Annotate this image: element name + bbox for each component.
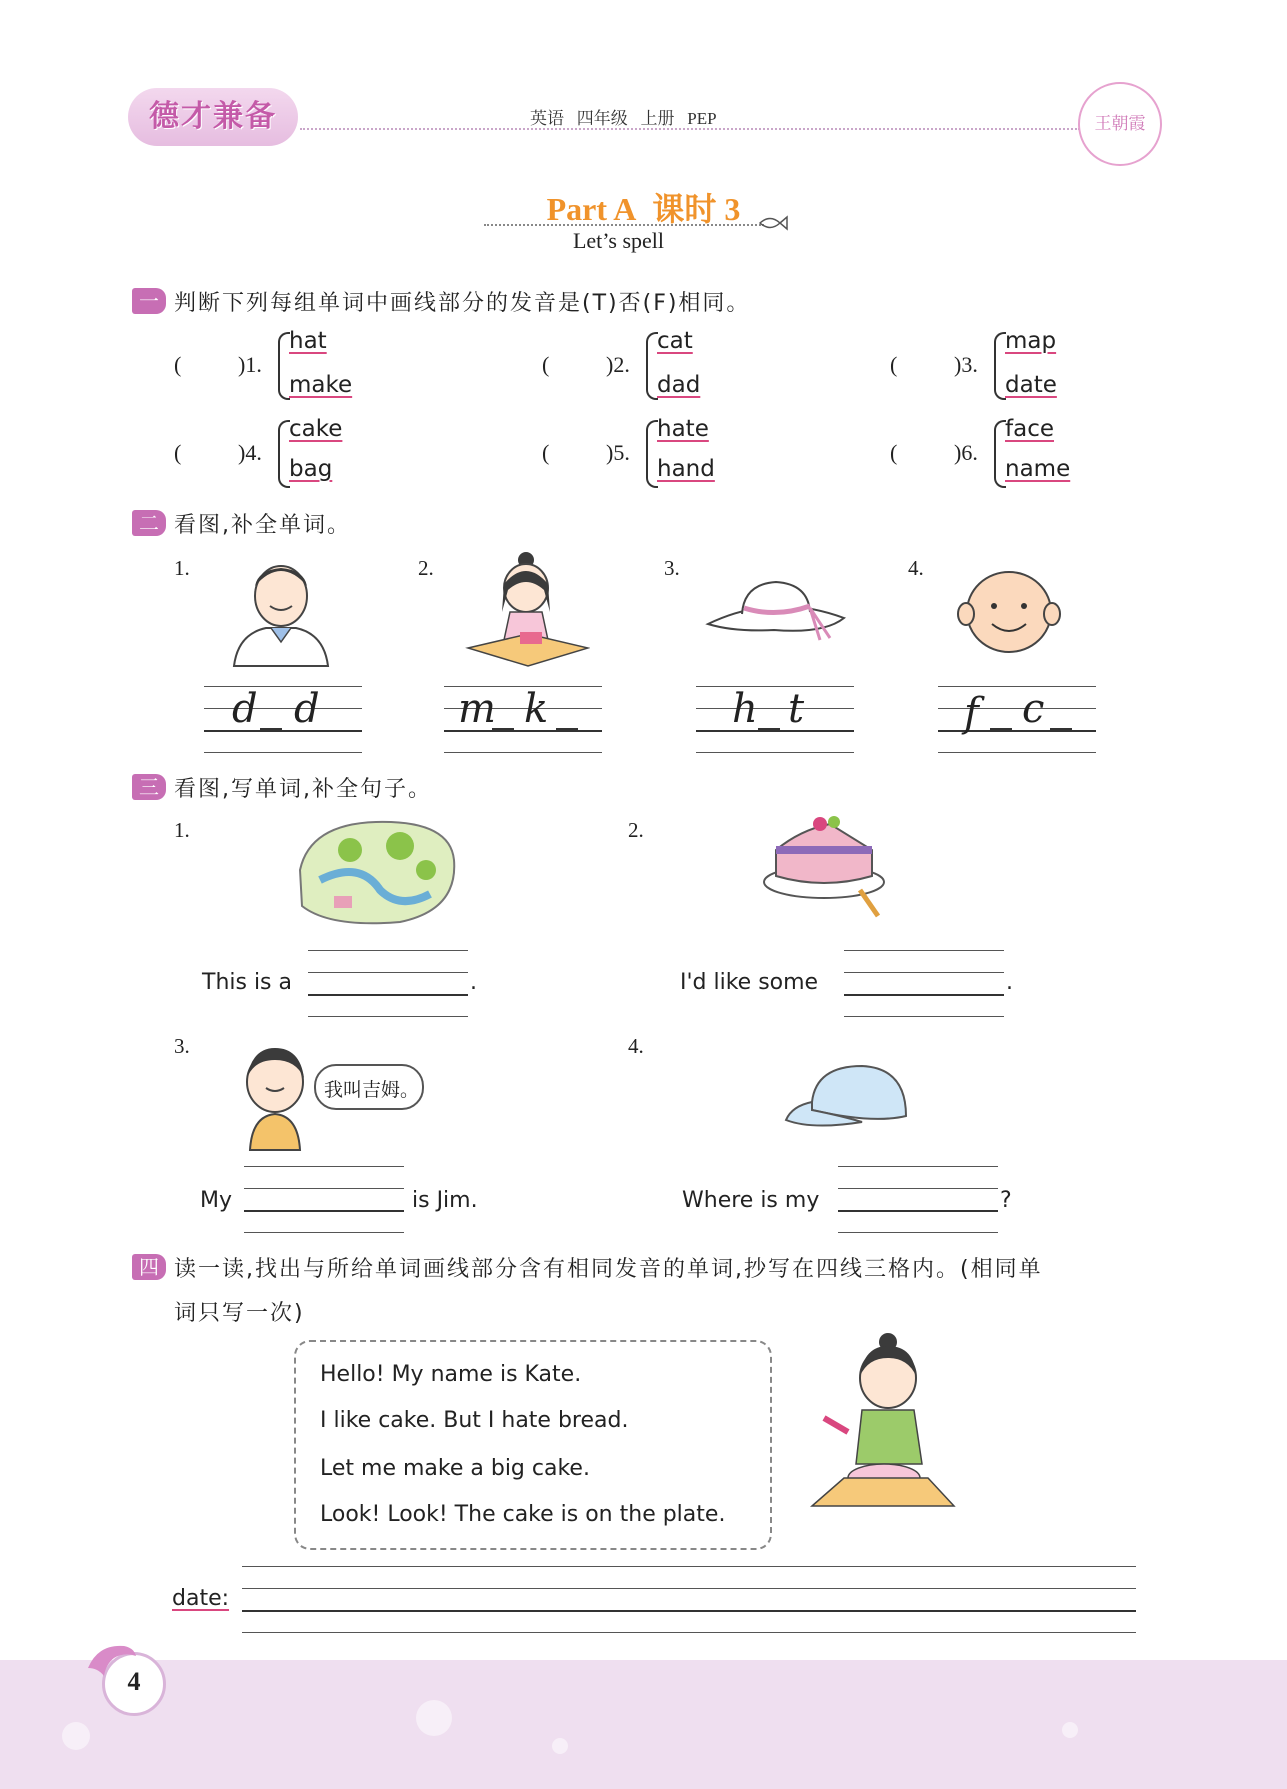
word bbox=[657, 456, 715, 482]
sentence-text: This is a bbox=[202, 970, 292, 995]
four-line-grid[interactable] bbox=[308, 950, 468, 1016]
answer-paren[interactable]: ( bbox=[174, 440, 182, 465]
part-label: Part A bbox=[546, 191, 637, 227]
speech-text: 我叫吉姆。 bbox=[324, 1079, 420, 1101]
word bbox=[289, 372, 352, 398]
story-box bbox=[294, 1340, 772, 1550]
word-bottom: make bbox=[289, 372, 353, 398]
answer-four-line-grid[interactable] bbox=[242, 1566, 1136, 1632]
word-bottom: date bbox=[1005, 372, 1057, 398]
word bbox=[289, 328, 327, 354]
item-number: )4. bbox=[238, 440, 262, 465]
word bbox=[1005, 328, 1056, 354]
man-icon bbox=[226, 556, 336, 668]
four-line-grid[interactable] bbox=[444, 686, 602, 752]
sentence-end: . bbox=[470, 970, 477, 995]
section3-badge: 三 bbox=[132, 774, 166, 800]
speech-bubble bbox=[314, 1064, 424, 1110]
given-letter: d bbox=[232, 686, 258, 732]
story-line: Hello! My name is Kate. bbox=[320, 1362, 582, 1387]
item-number: 1. bbox=[174, 556, 190, 580]
word-top: hat bbox=[289, 328, 327, 354]
title-divider bbox=[484, 224, 764, 226]
boy-jim-icon bbox=[238, 1042, 312, 1152]
answer-paren[interactable]: ( bbox=[890, 352, 898, 377]
brand-logo: 德才兼备 bbox=[128, 88, 298, 146]
item-number: )6. bbox=[954, 440, 978, 465]
blank[interactable] bbox=[492, 728, 514, 730]
word bbox=[289, 416, 342, 442]
section4-instruction-cont: 词只写一次) bbox=[174, 1301, 305, 1326]
page-subtitle: Let’s spell bbox=[572, 228, 665, 253]
blank[interactable] bbox=[556, 728, 578, 730]
bubble-decoration bbox=[0, 1660, 1287, 1789]
word bbox=[657, 328, 693, 354]
item-number: 2. bbox=[628, 818, 644, 842]
given-letter: m bbox=[458, 686, 496, 732]
page-number: 4 bbox=[127, 1667, 141, 1696]
answer-paren[interactable]: ( bbox=[542, 440, 550, 465]
girl-cooking-icon bbox=[464, 550, 590, 668]
four-line-grid[interactable] bbox=[204, 686, 362, 752]
given-letter: c bbox=[1022, 686, 1045, 732]
dolphin-icon bbox=[84, 1638, 138, 1678]
given-letter: k bbox=[524, 686, 549, 732]
word bbox=[1005, 372, 1057, 398]
sentence-end: is Jim. bbox=[412, 1188, 478, 1213]
blank[interactable] bbox=[260, 728, 282, 730]
sentence-text: Where is my bbox=[682, 1188, 820, 1213]
blank[interactable] bbox=[1050, 728, 1072, 730]
word bbox=[1005, 456, 1070, 482]
given-letter: h bbox=[732, 686, 758, 732]
four-line-grid[interactable] bbox=[938, 686, 1096, 752]
word-bottom: hand bbox=[657, 456, 715, 482]
given-letter: d bbox=[294, 686, 320, 732]
section2-instruction: 看图,补全单词。 bbox=[174, 513, 351, 538]
item-number: )3. bbox=[954, 352, 978, 377]
section4-instruction: 读一读,找出与所给单词画线部分含有相同发音的单词,抄写在四线三格内。(相同单 bbox=[174, 1257, 1043, 1282]
header-info bbox=[530, 104, 717, 129]
word bbox=[289, 456, 332, 482]
word-top: map bbox=[1005, 328, 1057, 354]
given-letter: t bbox=[788, 686, 805, 732]
face-icon bbox=[954, 566, 1064, 656]
subject: 英语 bbox=[530, 109, 564, 128]
item-number: )5. bbox=[606, 440, 630, 465]
edition: PEP bbox=[687, 109, 717, 128]
word-bottom: dad bbox=[657, 372, 701, 398]
four-line-grid[interactable] bbox=[838, 1166, 998, 1232]
word bbox=[657, 416, 709, 442]
story-line: I like cake. But I hate bread. bbox=[320, 1408, 629, 1433]
sentence-text: My bbox=[200, 1188, 233, 1213]
item-number: )2. bbox=[606, 352, 630, 377]
cake-icon bbox=[760, 810, 896, 920]
word bbox=[1005, 416, 1054, 442]
volume: 上册 bbox=[640, 109, 675, 128]
hat-icon bbox=[704, 574, 848, 644]
story-line: Look! Look! The cake is on the plate. bbox=[320, 1502, 726, 1527]
section1-badge: 一 bbox=[132, 288, 166, 314]
grade: 四年级 bbox=[576, 109, 628, 128]
seal-logo: 王朝霞 bbox=[1078, 82, 1162, 166]
sentence-end: . bbox=[1006, 970, 1013, 995]
word-bottom: name bbox=[1005, 456, 1071, 482]
lesson-label: 课时 3 bbox=[652, 191, 741, 227]
item-number: 4. bbox=[908, 556, 924, 580]
answer-paren[interactable]: ( bbox=[174, 352, 182, 377]
word-bottom: bag bbox=[289, 456, 333, 482]
sentence-end: ? bbox=[1000, 1188, 1012, 1213]
four-line-grid[interactable] bbox=[696, 686, 854, 752]
sentence-text: I'd like some bbox=[680, 970, 819, 995]
item-number: 3. bbox=[174, 1034, 190, 1058]
item-number: 4. bbox=[628, 1034, 644, 1058]
section2-badge: 二 bbox=[132, 510, 166, 536]
blank[interactable] bbox=[758, 728, 780, 730]
girl-baking-icon bbox=[804, 1328, 960, 1522]
answer-paren[interactable]: ( bbox=[542, 352, 550, 377]
given-letter: f bbox=[964, 690, 979, 736]
word bbox=[657, 372, 700, 398]
item-number: )1. bbox=[238, 352, 262, 377]
word-top: cat bbox=[657, 328, 693, 354]
four-line-grid[interactable] bbox=[244, 1166, 404, 1232]
item-number: 1. bbox=[174, 818, 190, 842]
item-number: 2. bbox=[418, 556, 434, 580]
cap-icon bbox=[782, 1060, 912, 1140]
word-top: cake bbox=[289, 416, 343, 442]
answer-label: date: bbox=[172, 1586, 230, 1611]
section3-instruction: 看图,写单词,补全句子。 bbox=[174, 777, 432, 802]
answer-paren[interactable]: ( bbox=[890, 440, 898, 465]
word-top: hate bbox=[657, 416, 709, 442]
section1-instruction: 判断下列每组单词中画线部分的发音是(T)否(F)相同。 bbox=[174, 291, 751, 316]
item-number: 3. bbox=[664, 556, 680, 580]
four-line-grid[interactable] bbox=[844, 950, 1004, 1016]
section4-badge: 四 bbox=[132, 1254, 166, 1280]
word-top: face bbox=[1005, 416, 1054, 442]
story-line: Let me make a big cake. bbox=[320, 1456, 590, 1481]
park-map-icon bbox=[290, 810, 462, 930]
blank[interactable] bbox=[990, 728, 1012, 730]
